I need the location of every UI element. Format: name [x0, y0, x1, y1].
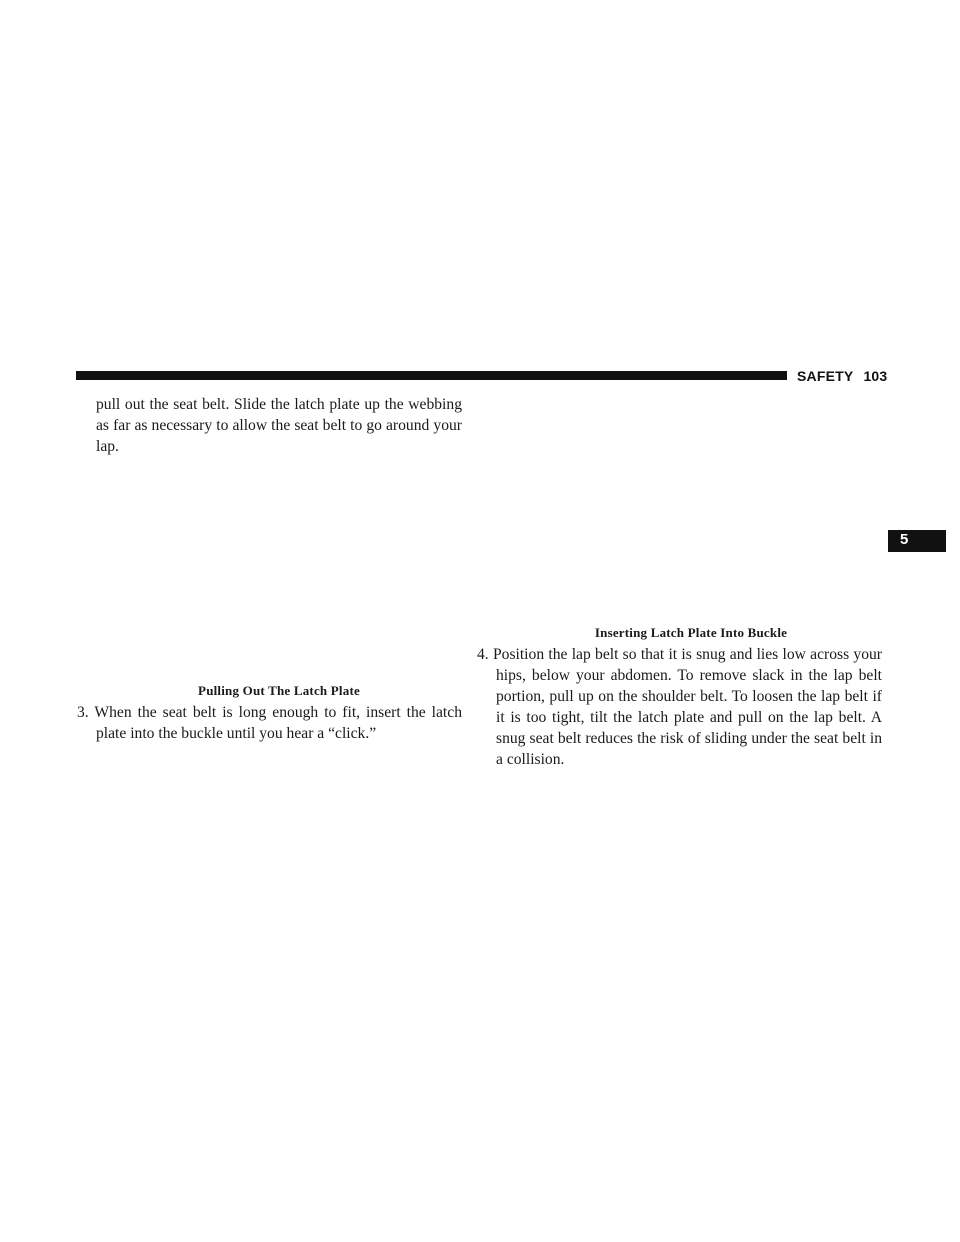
- step-4: [477, 644, 882, 770]
- step-4-body: [477, 644, 882, 770]
- step-3: [77, 702, 462, 744]
- figure-caption-left: Pulling Out The Latch Plate: [198, 683, 360, 698]
- running-header: [797, 368, 887, 384]
- step-4-number: 4.: [477, 646, 489, 663]
- chapter-number: 5: [900, 531, 909, 548]
- page-number: 103: [863, 368, 888, 384]
- figure-pulling-latch-plate: [96, 470, 462, 670]
- header-rule: [76, 371, 787, 380]
- step-4-text: Position the lap belt so that it is snug and lies low across your hips, below your abdomen. To remove slack in the lap belt portion, pull up on the shoulder belt. To loosen the lap belt if it is too tight, tilt the latch plate and pull on the lap belt. A snug seat belt reduces the risk of sliding under the seat belt in a collision.: [492, 646, 882, 768]
- section-title: SAFETY: [797, 368, 854, 384]
- step-3-text: When the seat belt is long enough to fit, insert the latch plate into the buckle until you hear a “click.”: [94, 704, 462, 742]
- figure-inserting-latch-plate: [500, 392, 882, 618]
- figure-caption-right: Inserting Latch Plate Into Buckle: [594, 625, 788, 640]
- continuation-paragraph: pull out the seat belt. Slide the latch plate up the webbing as far as necessary to allow the seat belt to go around your lap.: [96, 396, 462, 455]
- step-3-body: [77, 702, 462, 744]
- step-3-number: 3.: [77, 704, 89, 721]
- chapter-tab: [888, 530, 946, 552]
